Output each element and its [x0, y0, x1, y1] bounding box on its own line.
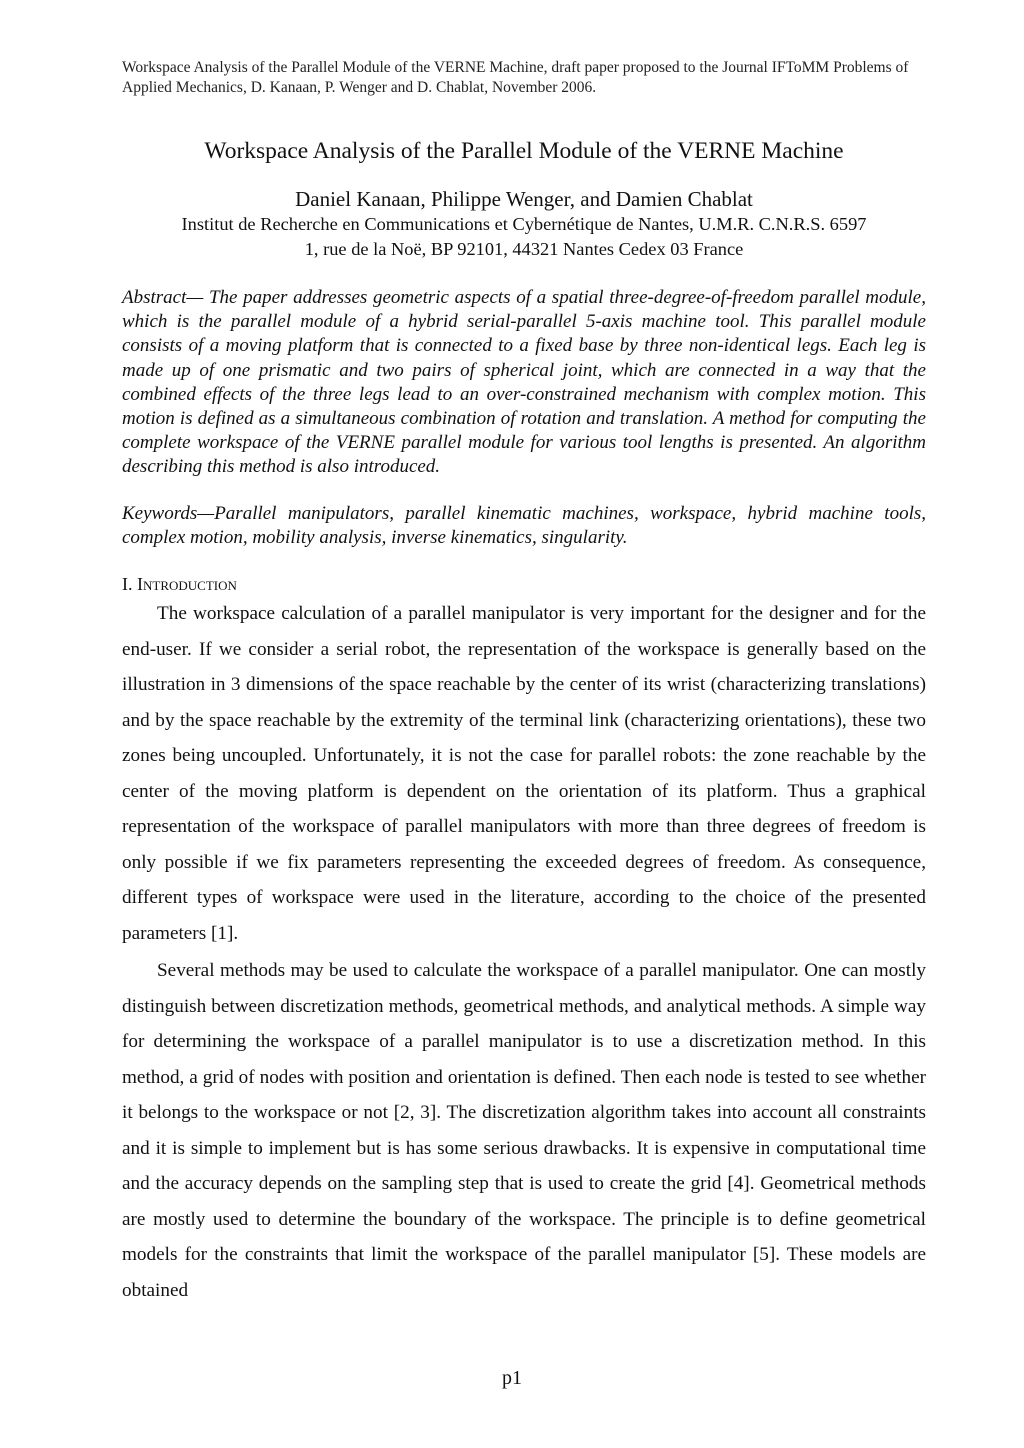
section-title: Introduction [137, 574, 237, 595]
body-paragraph: The workspace calculation of a parallel manipulator is very important for the designer and for the end-user. If we consider a serial robot, the representation of the workspace is generally based on the illustration in 3 dimensions of the space reachable by the center of its wrist (characterizing translations) and by the space reachable by the extremity of the terminal link (characterizing orientations), these two zones being uncoupled. Unfortunately, it is not the case for parallel robots: the zone reachable by the center of the moving platform is dependent on the orientation of its platform. Thus a graphical representation of the workspace of parallel manipulators with more than three degrees of freedom is only possible if we fix parameters representing the exceeded degrees of freedom. As consequence, different types of workspace were used in the literature, according to the choice of the presented parameters [1]. [122, 603, 926, 944]
running-header: Workspace Analysis of the Parallel Module of the VERNE Machine, draft paper proposed to the Journal IFToMM Problems of Applied Mechanics, D. Kanaan, P. Wenger and D. Chablat, November 2006. [122, 59, 909, 96]
section-number: I. [122, 574, 133, 595]
section-heading [122, 572, 926, 596]
paper-page [122, 58, 926, 1308]
address: 1, rue de la Noë, BP 92101, 44321 Nantes Cedex 03 France [304, 239, 744, 259]
abstract: Abstract— The paper addresses geometric aspects of a spatial three-degree-of-freedom parallel module, which is the parallel module of a hybrid serial-parallel 5-axis machine tool. This parallel module consists of a moving platform that is connected to a fixed base by three non-identical legs. Each leg is made up of one prismatic and two pairs of spherical joint, which are connected in a way that the combined effects of the three legs lead to an over-constrained mechanism with complex motion. This motion is defined as a simultaneous combination of rotation and translation. A method for computing the complete workspace of the VERNE parallel module for various tool lengths is presented. An algorithm describing this method is also introduced. [122, 287, 926, 478]
author-list: Daniel Kanaan, Philippe Wenger, and Damien Chablat [295, 187, 753, 211]
keywords: Keywords—Parallel manipulators, parallel kinematic machines, workspace, hybrid machine tools, complex motion, mobility analysis, inverse kinematics, singularity. [122, 502, 926, 548]
affiliation: Institut de Recherche en Communications et Cybernétique de Nantes, U.M.R. C.N.R.S. 6597 [181, 214, 867, 234]
page-number: p1 [502, 1367, 522, 1389]
paper-title: Workspace Analysis of the Parallel Module of the VERNE Machine [204, 138, 844, 164]
body-paragraph: Several methods may be used to calculate the workspace of a parallel manipulator. One can mostly distinguish between discretization methods, geometrical methods, and analytical methods. A simple way for determining the workspace of a parallel manipulator is to use a discretization method. In this method, a grid of nodes with position and orientation is defined. Then each node is tested to see whether it belongs to the workspace or not [2, 3]. The discretization algorithm takes into account all constraints and it is simple to implement but is has some serious drawbacks. It is expensive in computational time and the accuracy depends on the sampling step that is used to create the grid [4]. Geometrical methods are mostly used to determine the boundary of the workspace. The principle is to define geometrical models for the constraints that limit the workspace of the parallel manipulator [5]. These models are obtained [122, 960, 926, 1301]
